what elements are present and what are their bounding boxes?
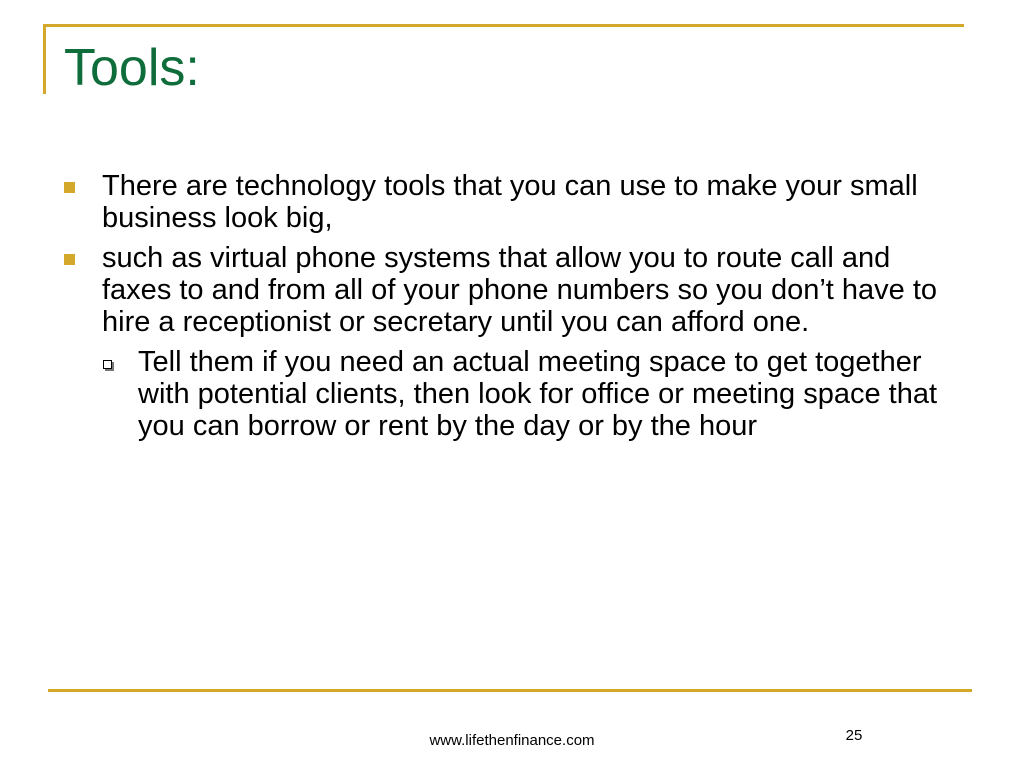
hollow-square-bullet-icon	[103, 360, 112, 369]
bullet-text: such as virtual phone systems that allow you to route call and faxes to and from all of your phone numbers so you don’t have to hire a receptionist or secretary until you can afford one.	[102, 242, 938, 338]
sub-bullet-text: Tell them if you need an actual meeting space to get together with potential clients, then look for office or meeting space that you can borrow or rent by the day or by the hour	[138, 346, 938, 442]
slide-title: Tools:	[64, 39, 200, 97]
bullet-list	[64, 170, 964, 442]
square-bullet-icon	[64, 182, 75, 193]
left-border-line	[43, 24, 46, 94]
square-bullet-icon	[64, 254, 75, 265]
bullet-item	[64, 242, 964, 338]
sub-bullet-item	[64, 346, 964, 442]
top-border-line	[43, 24, 964, 27]
bullet-item	[64, 170, 964, 234]
bullet-text: There are technology tools that you can use to make your small business look big,	[102, 170, 918, 234]
page-number: 25	[845, 727, 863, 744]
bottom-border-line	[48, 689, 972, 692]
footer-url: www.lifethenfinance.com	[429, 732, 595, 749]
